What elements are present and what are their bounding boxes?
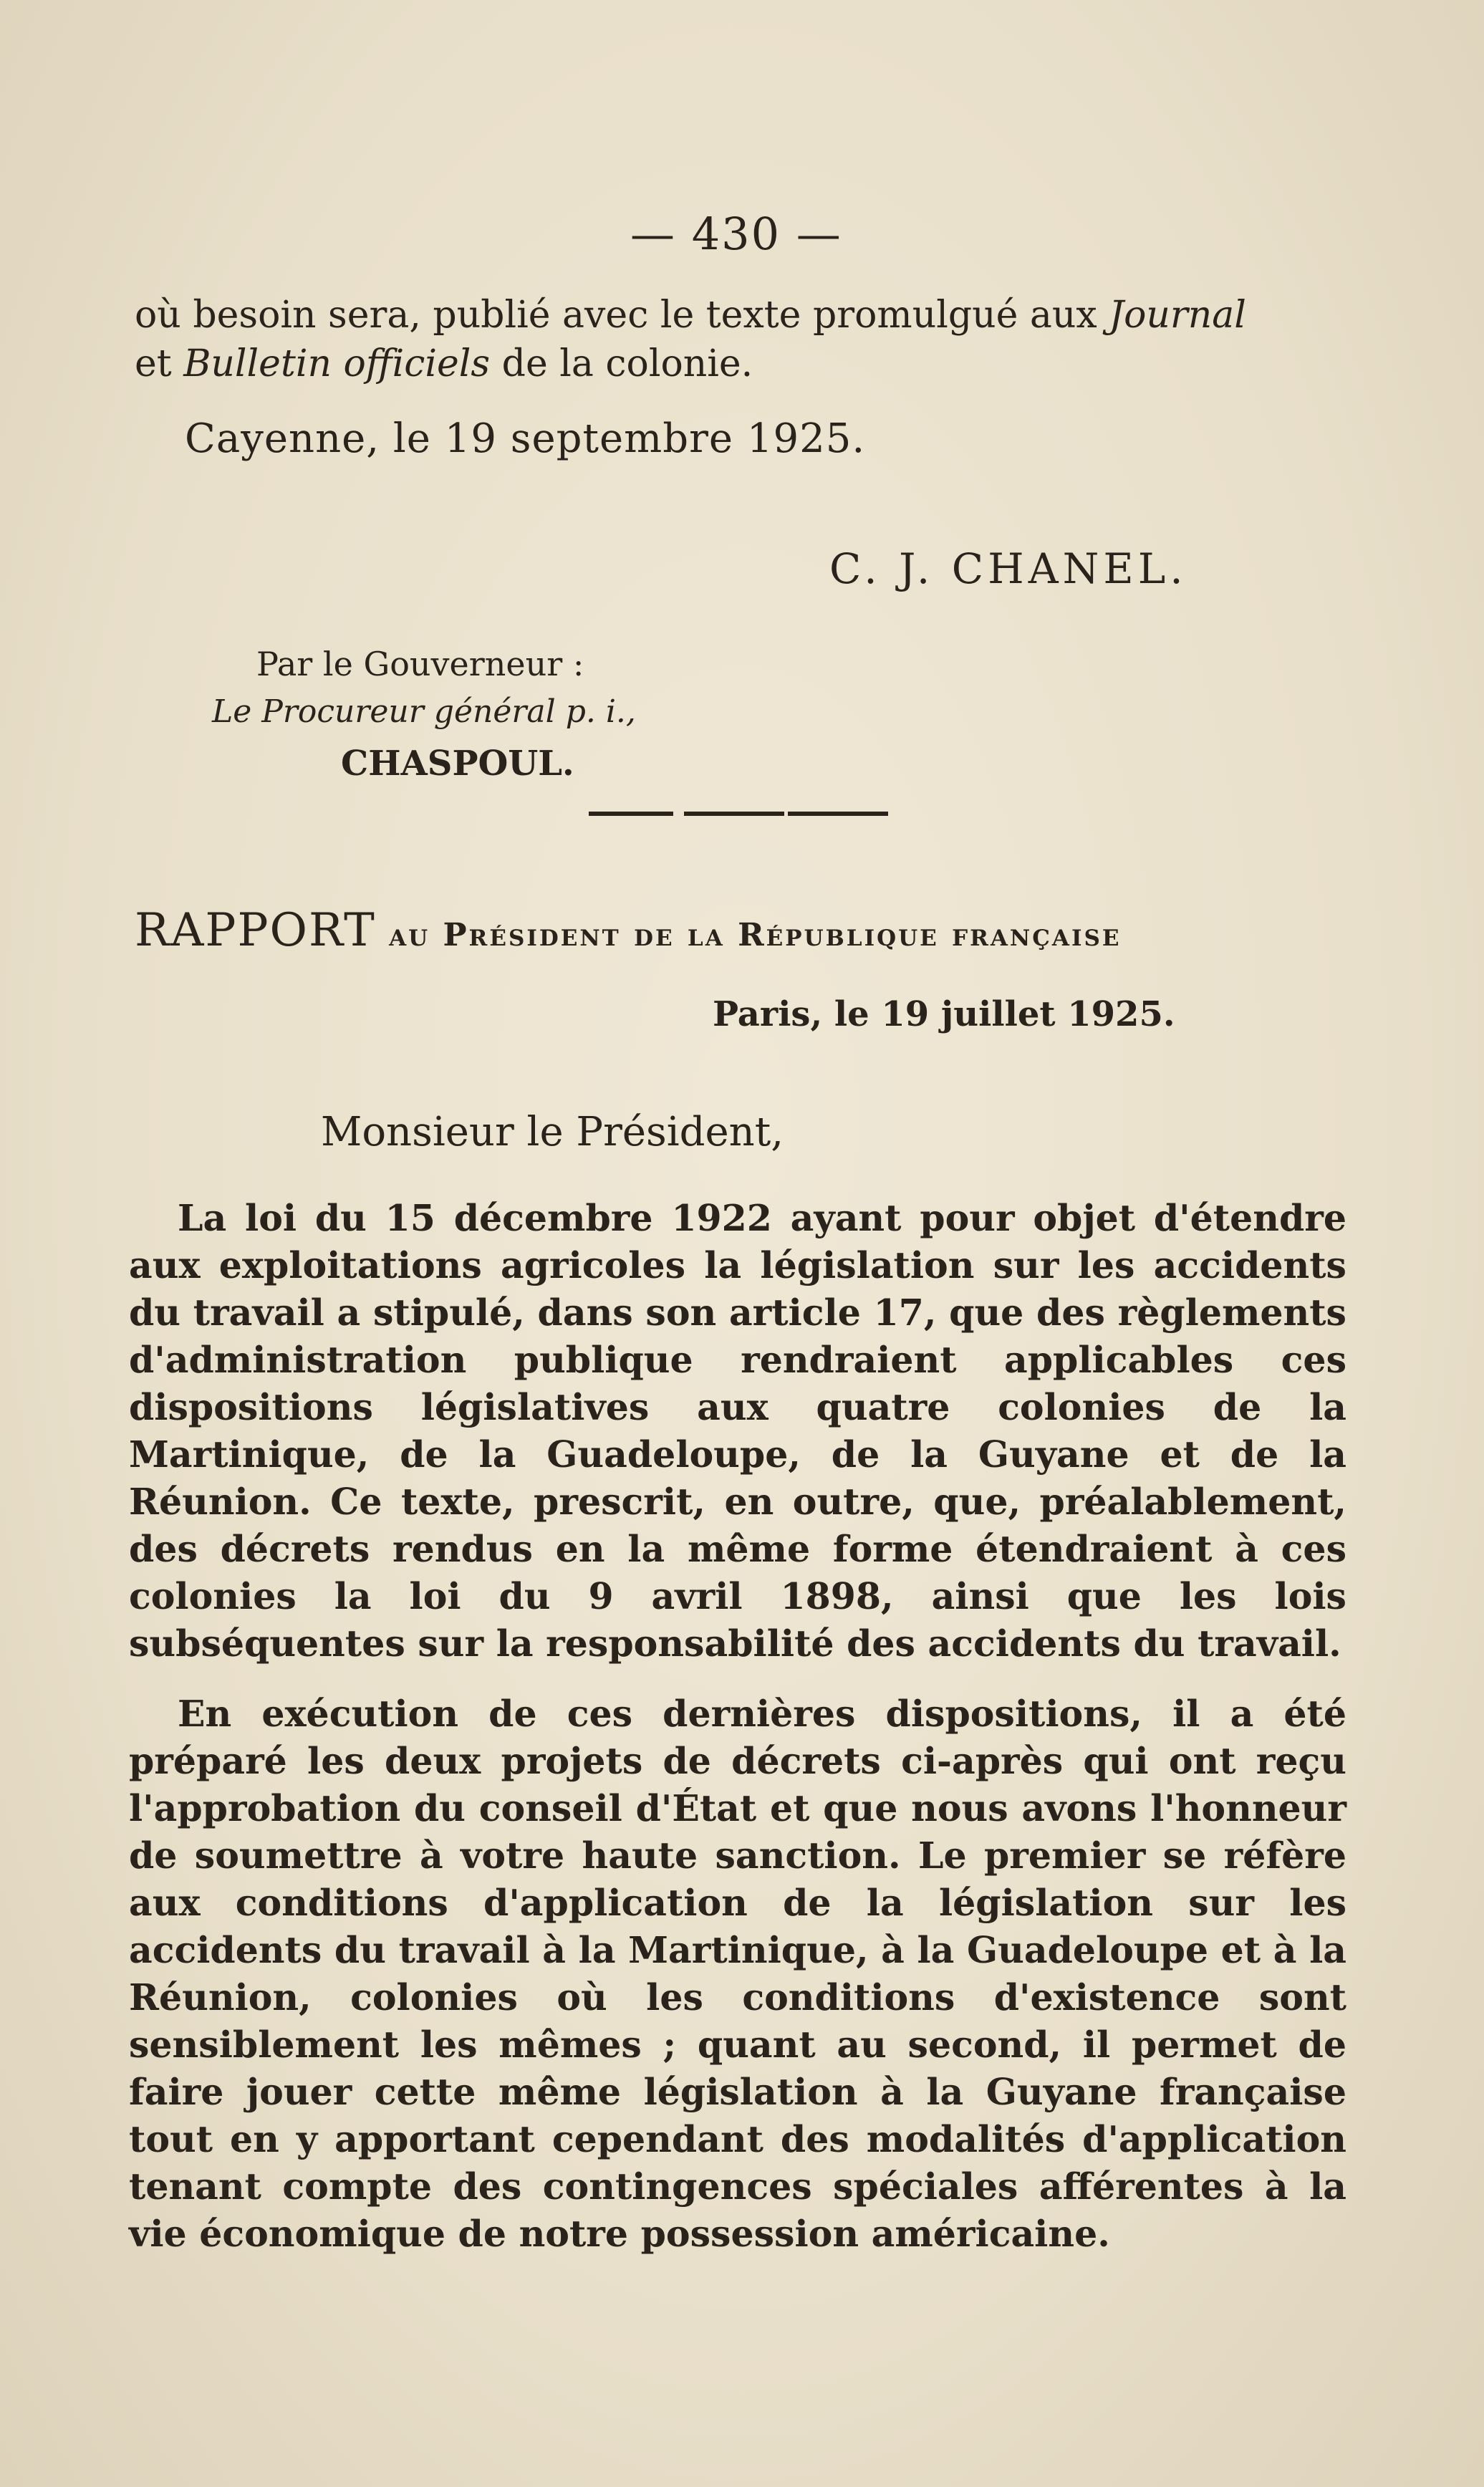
report-paragraph-1: La loi du 15 décembre 1922 ayant pour objet d'étendre aux exploitations agricoles la législation sur les accidents du travail a stipulé, dans son article 17, que des règlements d'administration publique rendraient applicables ces dispositions législatives aux quatre colonies de la Martinique, de la Guadeloupe, de la Guyane et de la Réunion. Ce texte, prescrit, en outre, que, préalablement, des décrets rendus en la même forme étendraient à ces colonies la loi du 9 avril 1898, ainsi que les lois subséquentes sur la responsabilité des accidents du travail. xyxy=(129,1197,1346,1665)
report-heading xyxy=(135,904,1122,957)
decree-closing-text-1: où besoin sera, publié avec le texte promulgué aux xyxy=(135,294,1109,337)
report-paragraph-2: En exécution de ces dernières dispositions, il a été préparé les deux projets de décrets ci-après qui ont reçu l'approbation du conseil d'État et que nous avons l'honneur de soumettre à votre haute sanction. Le premier se réfère aux conditions d'application de la législation sur les accidents du travail à la Martinique, à la Guadeloupe et à la Réunion, colonies où les conditions d'existence sont sensiblement les mêmes ; quant au second, il permet de faire jouer cette même législation à la Guyane française tout en y apportant cependant des modalités d'application tenant compte des contingences spéciales afférentes à la vie économique de notre possession américaine. xyxy=(129,1693,1346,2255)
decree-closing-line-1 xyxy=(135,294,1246,337)
report-heading-rest: au Président de la République française xyxy=(375,917,1122,953)
countersign-title: Le Procureur général p. i., xyxy=(212,693,636,730)
countersign-name: CHASPOUL. xyxy=(341,744,574,784)
bulletin-words: Bulletin officiels xyxy=(183,342,491,385)
separator-rule-1 xyxy=(589,812,673,816)
signatory-name: C. J. CHANEL. xyxy=(829,544,1187,593)
page-number: — 430 — xyxy=(630,208,842,260)
place-date: Cayenne, le 19 septembre 1925. xyxy=(185,415,866,462)
decree-closing-text-2a: et xyxy=(135,342,184,385)
decree-closing-line-2 xyxy=(135,342,753,385)
report-date: Paris, le 19 juillet 1925. xyxy=(713,994,1175,1034)
report-heading-main: RAPPORT xyxy=(135,904,376,957)
separator-rule-3 xyxy=(788,812,888,816)
separator-rule-2 xyxy=(684,812,784,816)
countersign-label: Par le Gouverneur : xyxy=(256,645,584,683)
salutation: Monsieur le Président, xyxy=(321,1109,784,1155)
decree-closing-text-2b: de la colonie. xyxy=(490,342,753,385)
journal-word: Journal xyxy=(1109,294,1246,337)
